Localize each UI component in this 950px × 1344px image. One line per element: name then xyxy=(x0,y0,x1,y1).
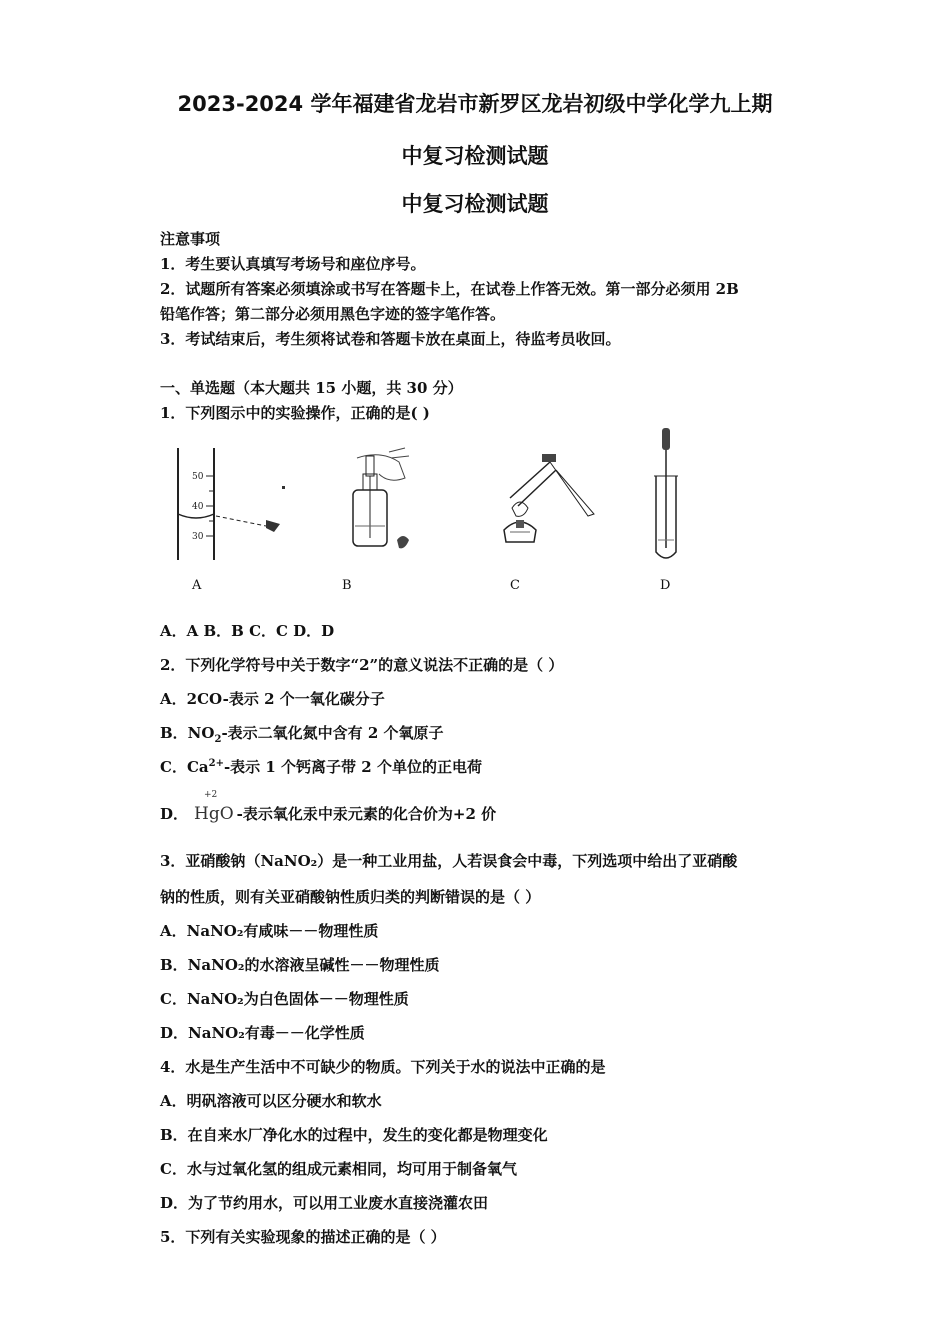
notes-item-2: 2．试题所有答案必须填涂或书写在答题卡上，在试卷上作答无效。第一部分必须用 2B xyxy=(160,280,739,298)
q3-stem-1: 3．亚硝酸钠（NaNO₂）是一种工业用盐，人若误食会中毒，下列选项中给出了亚硝酸 xyxy=(160,852,738,870)
figure-label-c: C xyxy=(510,578,520,593)
figure-label-d: D xyxy=(660,578,671,593)
q2-stem: 2．下列化学符号中关于数字“2”的意义说法不正确的是（ ） xyxy=(160,656,564,674)
q3-option-c: C．NaNO₂为白色固体－－物理性质 xyxy=(160,990,409,1008)
q1-figure xyxy=(160,428,720,600)
q2-c-pre: C．Ca xyxy=(160,758,209,776)
q3-stem-2: 钠的性质，则有关亚硝酸钠性质归类的判断错误的是（ ） xyxy=(160,888,541,906)
q2-b-post: -表示二氧化氮中含有 2 个氧原子 xyxy=(221,724,444,742)
tick-50: 50 xyxy=(192,472,204,482)
q4-option-d: D．为了节约用水，可以用工业废水直接浇灌农田 xyxy=(160,1194,489,1212)
q2-option-c xyxy=(160,756,482,777)
notes-item-2-cont: 铅笔作答；第二部分必须用黑色字迹的签字笔作答。 xyxy=(160,305,506,323)
q2-b-pre: B．NO xyxy=(160,724,215,742)
q2-b-sub: 2 xyxy=(214,734,222,745)
figure-label-a: A xyxy=(192,578,202,593)
hgo-formula xyxy=(194,790,234,824)
q3-option-a: A．NaNO₂有咸味－－物理性质 xyxy=(160,922,379,940)
q4-option-a: A．明矾溶液可以区分硬水和软水 xyxy=(160,1092,382,1110)
q2-c-sup: 2+ xyxy=(208,758,224,769)
section-heading: 一、单选题（本大题共 15 小题，共 30 分） xyxy=(160,379,463,397)
q3-option-d: D．NaNO₂有毒－－化学性质 xyxy=(160,1024,365,1042)
q3-option-b: B．NaNO₂的水溶液呈碱性－－物理性质 xyxy=(160,956,440,974)
notes-heading: 注意事项 xyxy=(160,230,221,248)
q2-option-b xyxy=(160,722,444,745)
figure-a-cylinder-reading xyxy=(170,428,290,568)
title-line-1: 2023-2024 学年福建省龙岩市新罗区龙岩初级中学化学九上期 xyxy=(177,92,773,116)
q2-option-a: A．2CO-表示 2 个一氧化碳分子 xyxy=(160,690,385,708)
hgo-valence: +2 xyxy=(204,790,218,800)
tick-40: 40 xyxy=(192,502,204,512)
q2-c-post: -表示 1 个钙离子带 2 个单位的正电荷 xyxy=(223,758,482,776)
q4-option-b: B．在自来水厂净化水的过程中，发生的变化都是物理变化 xyxy=(160,1126,548,1144)
title-line-3: 中复习检测试题 xyxy=(401,192,549,216)
notes-item-3: 3．考试结束后，考生须将试卷和答题卡放在桌面上，待监考员收回。 xyxy=(160,330,621,348)
notes-item-1: 1．考生要认真填写考场号和座位序号。 xyxy=(160,255,426,273)
figure-d-dropper-test-tube xyxy=(640,428,700,568)
tick-30: 30 xyxy=(192,532,204,542)
q1-stem: 1．下列图示中的实验操作，正确的是( ) xyxy=(160,404,430,422)
q4-stem: 4．水是生产生活中不可缺少的物质。下列关于水的说法中正确的是 xyxy=(160,1058,606,1076)
figure-c-heating-test-tube xyxy=(490,428,610,568)
title-line-2: 中复习检测试题 xyxy=(401,144,549,168)
q4-option-c: C．水与过氧化氢的组成元素相同，均可用于制备氧气 xyxy=(160,1160,517,1178)
figure-label-b: B xyxy=(342,578,352,593)
q5-stem: 5．下列有关实验现象的描述正确的是（ ） xyxy=(160,1228,446,1246)
q2-d-pre: D． xyxy=(160,805,189,823)
q2-d-post: -表示氧化汞中汞元素的化合价为+2 价 xyxy=(236,805,497,823)
hgo-text: HgO xyxy=(194,804,234,824)
q1-options: A．A B．B C．C D．D xyxy=(160,622,335,640)
q2-option-d xyxy=(160,790,497,824)
figure-b-dropper-bottle xyxy=(335,428,435,568)
